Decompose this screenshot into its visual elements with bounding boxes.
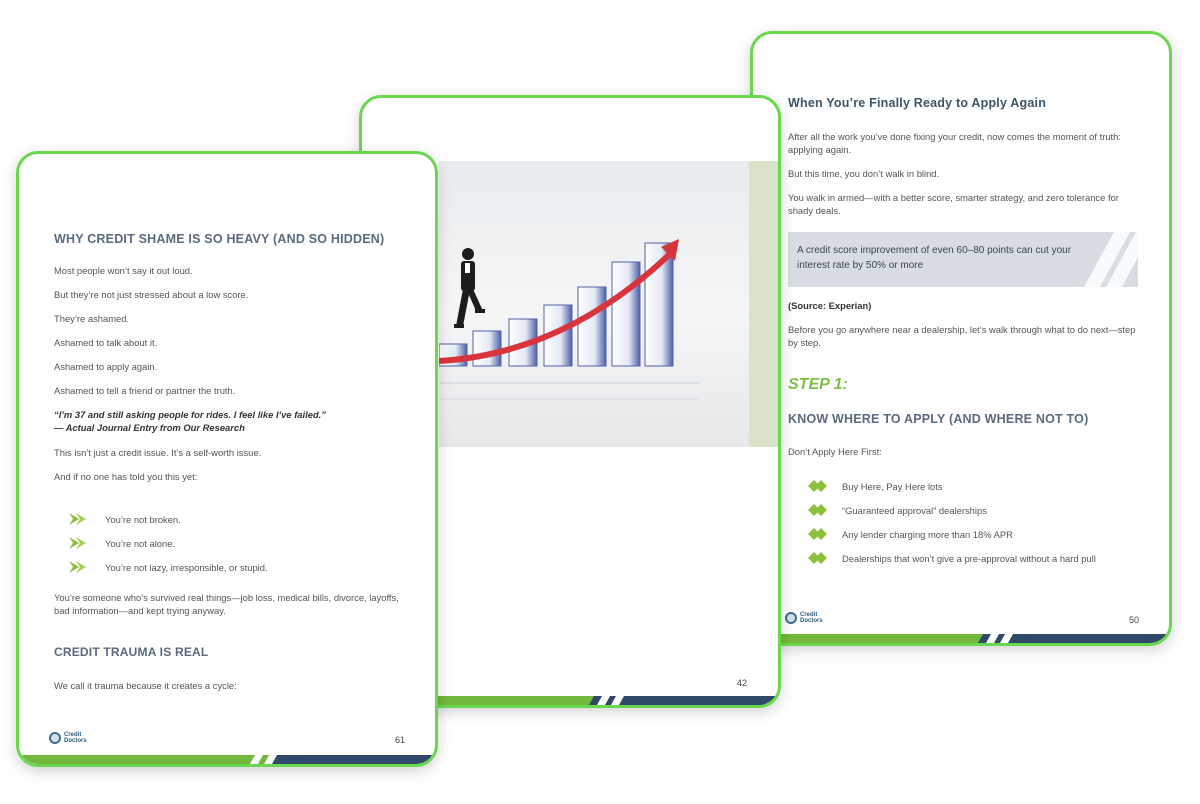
businessman-climbing-bar-chart-image [439,161,749,447]
intro-paragraphs [788,130,1138,228]
list-item [67,531,268,555]
closing-paragraph: You’re someone who’s survived real things—job loss, medical bills, divorce, layoffs, bad information—and kept trying anyway. [54,592,399,616]
cycle-paragraph: We call it trauma because it creates a cycle: [54,680,237,691]
source-citation: (Source: Experian) [788,300,872,311]
section-title: CREDIT TRAUMA IS REAL [54,645,209,659]
logo-line: Doctors [800,618,823,624]
logo-line: Credit [800,612,818,618]
body-line: But they’re not just stressed about a low score. [54,289,249,300]
body-line: Most people won’t say it out loud. [54,265,193,276]
intro-paragraph: After all the work you’ve done fixing your credit, now comes the moment of truth: applying again. [788,131,1121,155]
footer-bar [753,634,1169,643]
list-item [67,507,268,531]
intro-paragraph: You walk in armed—with a better score, smarter strategy, and zero tolerance for shady deals. [788,192,1119,216]
page-number: 61 [395,735,406,745]
double-diamond-icon [808,527,828,541]
list-item [808,474,1096,498]
list-item-text: You’re not broken. [105,513,181,525]
document-page-50 [750,31,1172,646]
list-item-text: Buy Here, Pay Here lots [842,480,943,492]
growth-chart-photo [439,161,749,447]
body-line: Ashamed to tell a friend or partner the truth. [54,385,236,396]
list-item [808,498,1096,522]
list-item-text: “Guaranteed approval” dealerships [842,504,987,516]
body-line: This isn’t just a credit issue. It’s a self-worth issue. [54,447,262,458]
body-line: They’re ashamed. [54,313,130,324]
page-number: 50 [1129,615,1140,625]
brand-logo [785,612,823,624]
diagonal-stripes-decoration [788,232,1138,287]
list-item-text: Dealerships that won’t give a pre-approval without a hard pull [842,552,1096,564]
chevron-right-icon [67,512,93,526]
page-number: 42 [737,678,748,688]
quote-text: “I’m 37 and still asking people for rides. I feel like I’ve failed.” [54,409,326,420]
brand-logo [49,732,87,744]
body-line: Ashamed to talk about it. [54,337,158,348]
decorative-side-panel [749,161,781,447]
body-line: Ashamed to apply again. [54,361,158,372]
double-diamond-icon [808,503,828,517]
logo-emblem-icon [785,612,797,624]
footer-bar [19,755,435,764]
quote-attribution: — Actual Journal Entry from Our Research [54,422,245,433]
logo-line: Doctors [64,738,87,744]
paragraph-group [54,446,404,494]
page-title: When You’re Finally Ready to Apply Again [788,96,1047,110]
chevron-right-icon [67,560,93,574]
section-title: KNOW WHERE TO APPLY (AND WHERE NOT TO) [788,412,1089,426]
bullet-list [808,474,1096,570]
journal-quote [54,408,326,434]
list-item [67,555,268,579]
bullet-list [67,507,268,579]
dont-apply-label: Don’t Apply Here First: [788,446,882,457]
logo-emblem-icon [49,732,61,744]
list-item [808,546,1096,570]
page-title: WHY CREDIT SHAME IS SO HEAVY (AND SO HIDDEN) [54,232,385,246]
before-paragraph: Before you go anywhere near a dealership, let’s walk through what to do next—step by step. [788,324,1136,348]
chevron-right-icon [67,536,93,550]
callout-text: A credit score improvement of even 60–80 points can cut your interest rate by 50% or more [797,245,1072,271]
list-item-text: You’re not lazy, irresponsible, or stupid. [105,561,268,573]
double-diamond-icon [808,479,828,493]
list-item [808,522,1096,546]
list-item-text: Any lender charging more than 18% APR [842,528,1013,540]
logo-line: Credit [64,732,82,738]
body-line: And if no one has told you this yet: [54,471,198,482]
callout-box [788,232,1138,287]
document-page-61 [16,151,438,767]
intro-paragraph: But this time, you don’t walk in blind. [788,168,940,179]
list-item-text: You’re not alone. [105,537,176,549]
step-label: STEP 1: [788,376,848,393]
double-diamond-icon [808,551,828,565]
paragraph-group [54,264,404,408]
